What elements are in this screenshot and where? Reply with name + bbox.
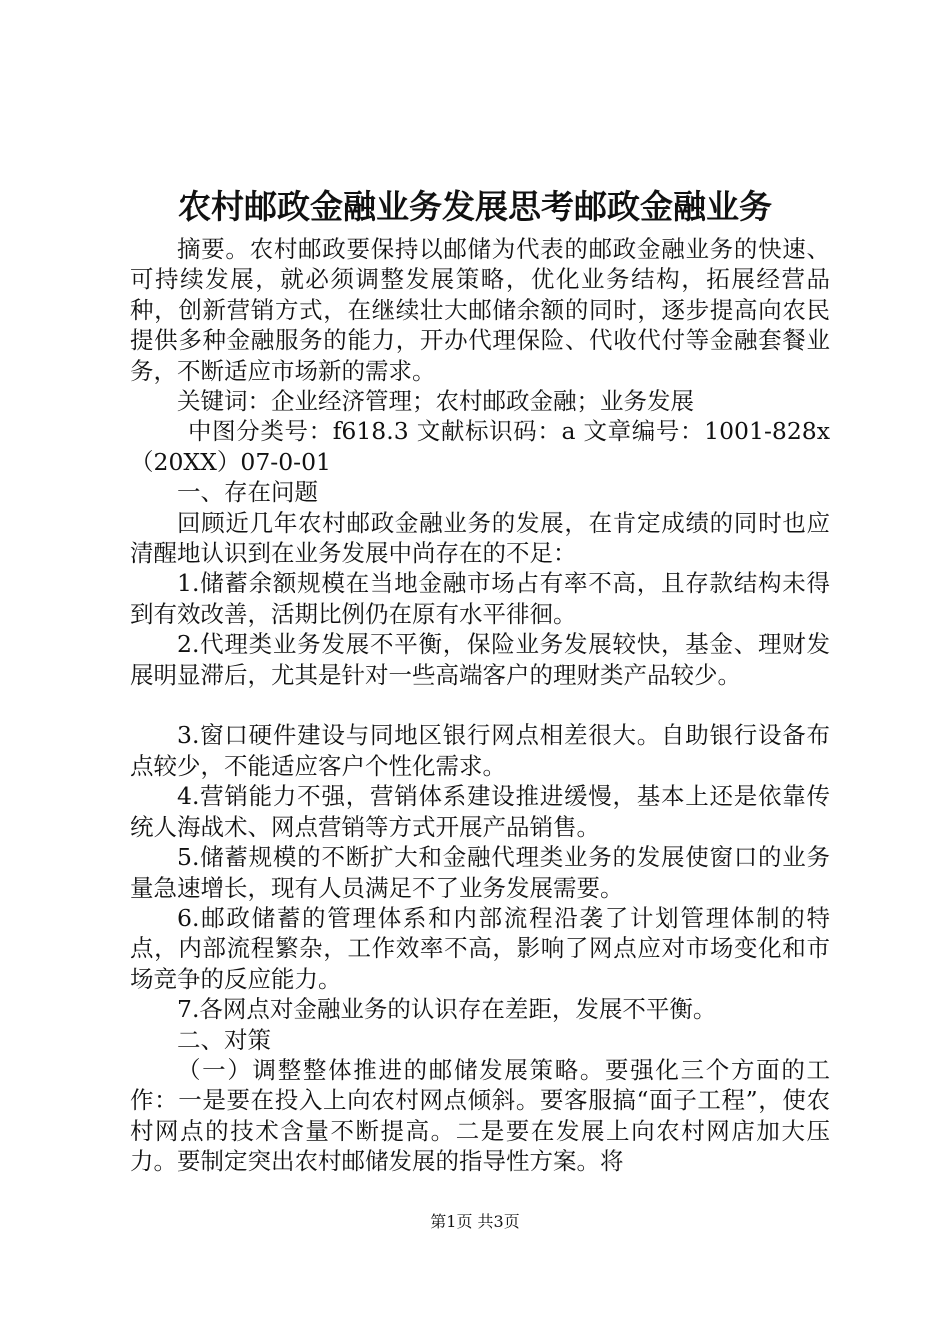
problem-item-1: 1.储蓄余额规模在当地金融市场占有率不高，且存款结构未得到有效改善，活期比例仍在原有水平徘徊。 [130,569,830,628]
section-heading-countermeasures: 二、对策 [177,1025,271,1054]
problem-item-4: 4.营销能力不强，营销体系建设推进缓慢，基本上还是依靠传统人海战术、网点营销等方式开展产品销售。 [130,782,830,841]
problem-item-3: 3.窗口硬件建设与同地区银行网点相差很大。自助银行设备布点较少，不能适应客户个性化需求。 [130,721,830,780]
abstract-paragraph: 摘要。农村邮政要保持以邮储为代表的邮政金融业务的快速、可持续发展，就必须调整发展策略，优化业务结构，拓展经营品种，创新营销方式，在继续壮大邮储余额的同时，逐步提高向农民提供多种金融服务的能力，开办代理保险、代收代付等金融套餐业务，不断适应市场新的需求。 [130,235,830,385]
page-number-footer: 第1页 共3页 [430,1212,520,1231]
document-body [130,234,830,1177]
section-heading-problems: 一、存在问题 [177,478,318,507]
problem-item-7: 7.各网点对金融业务的认识存在差距，发展不平衡。 [177,995,717,1024]
problem-item-2: 2.代理类业务发展不平衡，保险业务发展较快，基金、理财发展明显滞后，尤其是针对一些高端客户的理财类产品较少。 [130,630,830,689]
review-paragraph: 回顾近几年农村邮政金融业务的发展，在肯定成绩的同时也应清醒地认识到在业务发展中尚存在的不足： [130,508,830,568]
problem-item-5: 5.储蓄规模的不断扩大和金融代理类业务的发展使窗口的业务量急速增长，现有人员满足不了业务发展需要。 [130,843,830,902]
blank-line [130,690,830,720]
problem-item-6: 6.邮政储蓄的管理体系和内部流程沿袭了计划管理体制的特点，内部流程繁杂，工作效率不高，影响了网点应对市场变化和市场竞争的反应能力。 [130,903,830,993]
countermeasure-paragraph-1: （一）调整整体推进的邮储发展策略。要强化三个方面的工作：一是要在投入上向农村网点倾斜。要客服搞“面子工程”，使农村网点的技术含量不断提高。二是要在发展上向农村网店加大压力。要制定突出农村邮储发展的指导性方案。将 [130,1055,830,1176]
keywords-line: 关键词：企业经济管理；农村邮政金融；业务发展 [177,387,694,416]
document-title: 农村邮政金融业务发展思考邮政金融业务 [178,187,772,226]
classification-line: 中图分类号：f618.3 文献标识码：a 文章编号：1001-828x（20XX）07-0-01 [130,417,830,476]
